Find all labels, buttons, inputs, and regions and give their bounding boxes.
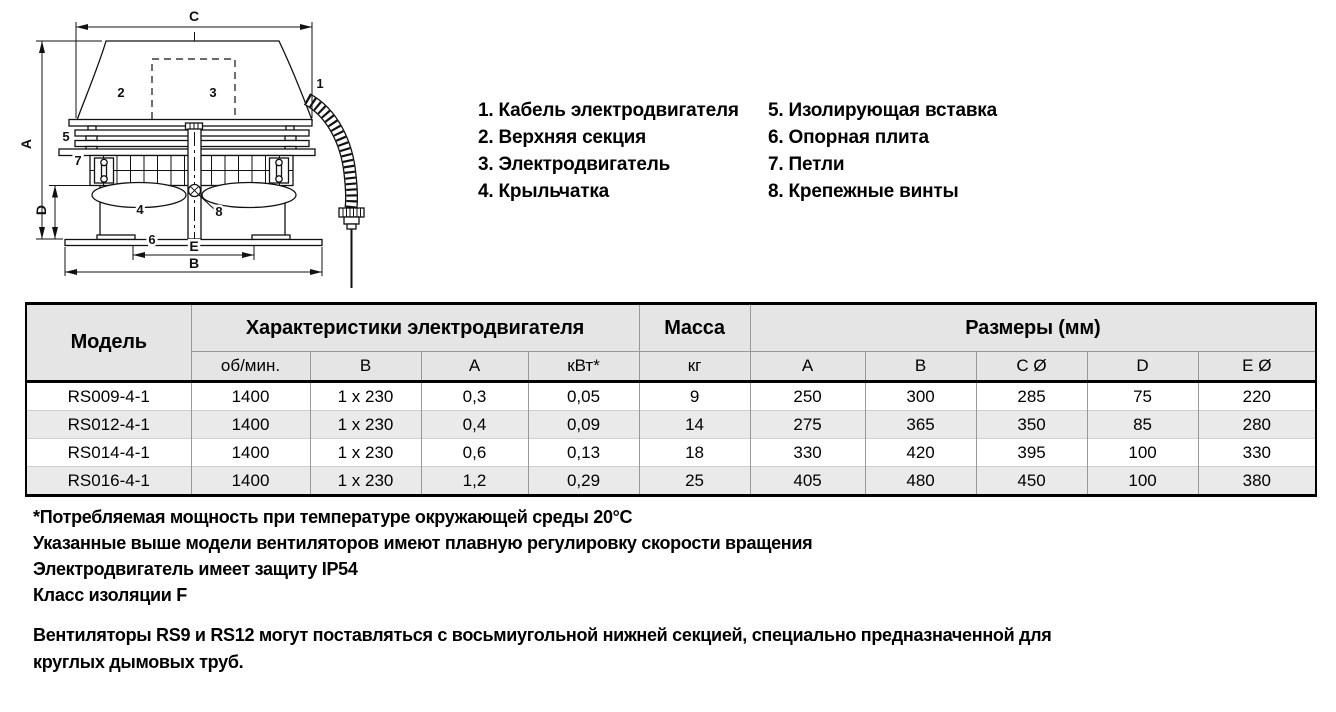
note-line-3: Электродвигатель имеет защиту IP54 (33, 559, 358, 579)
legend-item-4: 4. Крыльчатка (478, 181, 610, 202)
table-cell: 85 (1087, 411, 1198, 439)
col-subheader-amps: А (421, 352, 528, 382)
col-subheader-dim-a: A (750, 352, 865, 382)
col-subheader-kg: кг (639, 352, 750, 382)
dim-label-a: A (18, 138, 34, 150)
table-cell: 1 x 230 (310, 467, 421, 496)
table-cell: 250 (750, 382, 865, 411)
col-header-model: Модель (26, 304, 191, 382)
table-cell: 450 (976, 467, 1087, 496)
table-cell: 280 (1198, 411, 1316, 439)
legend-item-1: 1. Кабель электродвигателя (478, 100, 739, 121)
table-cell: 0,29 (528, 467, 639, 496)
table-cell: 25 (639, 467, 750, 496)
part-label-4: 4 (136, 202, 144, 217)
cable-gland (339, 208, 364, 229)
table-cell: 330 (750, 439, 865, 467)
table-cell: 395 (976, 439, 1087, 467)
parts-legend (478, 97, 997, 205)
col-subheader-rpm: об/мин. (191, 352, 310, 382)
cell-model: RS009-4-1 (26, 382, 191, 411)
col-group-motor-specs: Характеристики электродвигателя (191, 304, 639, 352)
legend-item-8: 8. Крепежные винты (768, 181, 959, 202)
table-cell: 0,09 (528, 411, 639, 439)
table-cell: 420 (865, 439, 976, 467)
motor-cable (307, 99, 364, 288)
col-subheader-dim-c: C Ø (976, 352, 1087, 382)
table-cell: 1400 (191, 439, 310, 467)
col-subheader-dim-d: D (1087, 352, 1198, 382)
table-cell: 380 (1198, 467, 1316, 496)
table-cell: 0,13 (528, 439, 639, 467)
note-line-4: Класс изоляции F (33, 585, 187, 605)
table-header-group-row (26, 304, 1316, 352)
table-row (26, 467, 1316, 496)
table-cell: 1400 (191, 382, 310, 411)
upper-section (77, 41, 312, 120)
col-subheader-dim-e: E Ø (1198, 352, 1316, 382)
part-label-5: 5 (62, 129, 70, 144)
dimension-d (49, 186, 98, 240)
table-cell: 1400 (191, 411, 310, 439)
table-cell: 0,4 (421, 411, 528, 439)
table-cell: 330 (1198, 439, 1316, 467)
fan-technical-drawing (2, 2, 462, 294)
table-cell: 365 (865, 411, 976, 439)
table-cell: 1 x 230 (310, 382, 421, 411)
cell-model: RS014-4-1 (26, 439, 191, 467)
table-cell: 300 (865, 382, 976, 411)
table-cell: 480 (865, 467, 976, 496)
table-cell: 75 (1087, 382, 1198, 411)
legend-item-7: 7. Петли (768, 154, 845, 175)
note-line-2: Указанные выше модели вентиляторов имеют плавную регулировку скорости вращения (33, 533, 813, 553)
col-group-dimensions: Размеры (мм) (750, 304, 1316, 352)
legend-column-left (478, 97, 768, 205)
hinge-plate (59, 149, 315, 156)
table-header-sub-row (26, 352, 1316, 382)
legend-column-right (768, 97, 997, 205)
table-cell: 100 (1087, 467, 1198, 496)
hinge-right (270, 158, 289, 183)
table-cell: 14 (639, 411, 750, 439)
legend-item-3: 3. Электродвигатель (478, 154, 671, 175)
table-cell: 18 (639, 439, 750, 467)
part-label-1: 1 (316, 76, 324, 91)
dim-label-d: D (33, 204, 49, 216)
col-subheader-dim-b: B (865, 352, 976, 382)
table-cell: 220 (1198, 382, 1316, 411)
dim-label-b: B (188, 255, 200, 271)
table-cell: 0,6 (421, 439, 528, 467)
table-row (26, 382, 1316, 411)
spec-table (25, 302, 1317, 497)
table-row (26, 439, 1316, 467)
table-cell: 0,3 (421, 382, 528, 411)
legend-item-5: 5. Изолирующая вставка (768, 100, 997, 121)
table-cell: 350 (976, 411, 1087, 439)
table-cell: 0,05 (528, 382, 639, 411)
table-cell: 1400 (191, 467, 310, 496)
table-cell: 100 (1087, 439, 1198, 467)
footnotes (33, 504, 1113, 676)
col-group-mass: Масса (639, 304, 750, 352)
cell-model: RS012-4-1 (26, 411, 191, 439)
dim-label-e: E (189, 238, 199, 254)
table-cell: 1,2 (421, 467, 528, 496)
dim-label-c: C (188, 8, 200, 24)
note-paragraph: Вентиляторы RS9 и RS12 могут поставляться с восьмиугольной нижней секцией, специально предназначенной для круглых дымовых труб. (33, 625, 1052, 672)
table-cell: 1 x 230 (310, 439, 421, 467)
table-cell: 9 (639, 382, 750, 411)
table-cell: 275 (750, 411, 865, 439)
legend-item-6: 6. Опорная плита (768, 127, 929, 148)
part-label-6: 6 (148, 232, 156, 247)
col-subheader-voltage: В (310, 352, 421, 382)
table-cell: 285 (976, 382, 1087, 411)
table-row (26, 411, 1316, 439)
legend-item-2: 2. Верхняя секция (478, 127, 646, 148)
part-label-3: 3 (209, 85, 217, 100)
part-label-7: 7 (74, 153, 82, 168)
col-subheader-kw: кВт* (528, 352, 639, 382)
part-label-2: 2 (117, 85, 125, 100)
note-line-1: *Потребляемая мощность при температуре окружающей среды 20°С (33, 507, 633, 527)
table-cell: 405 (750, 467, 865, 496)
table-cell: 1 x 230 (310, 411, 421, 439)
part-label-8: 8 (215, 204, 223, 219)
cell-model: RS016-4-1 (26, 467, 191, 496)
hinge-left (95, 158, 114, 183)
